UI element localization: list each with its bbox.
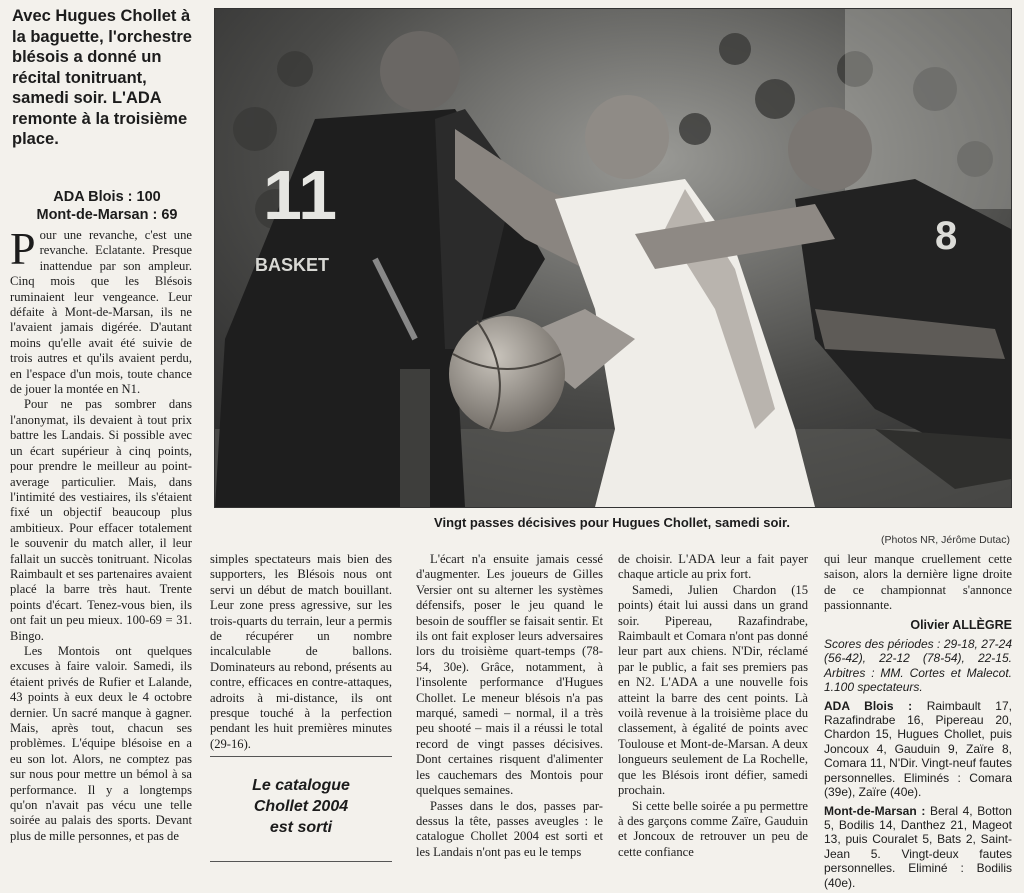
mdm-lineup xyxy=(824,804,1012,890)
jersey-name-left: BASKET xyxy=(255,255,330,275)
catalogue-line-1: Le catalogue xyxy=(252,777,350,794)
basketball-photo-illustration xyxy=(215,9,1011,507)
photo-caption: Vingt passes décisives pour Hugues Chollet, samedi soir. xyxy=(434,515,790,530)
score-line-blois: ADA Blois : 100 xyxy=(53,189,161,205)
column-1-paragraph-3: Les Montois ont quelques excuses à faire valoir. Samedi, ils étaient privés de Rufier et Lalande, 43 points à eux deux le 4 octobre dernier. Un sacré manque à gagner. Mais, après tout, chacun ses problèmes. L'équipe blésoise en a eu son lot. Alors, ne comptez pas sur nous pour mettre un bémol à sa performance. Il y a longtemps qu'on n'avait pas vécu une telle soirée au palais des sports. Devant plus de mille personnes, et pas de xyxy=(10,643,192,843)
author-signature: Olivier ALLÈGRE xyxy=(910,617,1012,632)
score-box xyxy=(12,188,202,224)
column-4-paragraph-1: de choisir. L'ADA leur a fait payer chaque article au prix fort. xyxy=(618,552,808,582)
drop-cap: P xyxy=(10,223,36,274)
column-2 xyxy=(210,552,392,752)
game-periods-text: Scores des périodes : 29-18, 27-24 (56-42), 22-12 (78-54), 22-15. Arbitres : MM. Cortes et Malecot. 1.100 spectateurs. xyxy=(824,637,1012,695)
score-line-mdm: Mont-de-Marsan : 69 xyxy=(36,207,178,223)
column-5-paragraph-1: qui leur manque cruellement cette saison, alors la dernière ligne droite de ce championnat s'annonce passionnante. xyxy=(824,552,1012,613)
column-3-paragraph-2: Passes dans le dos, passes par-dessus la tête, passes aveugles : le catalogue Chollet 2004 est sorti et les Landais n'ont pas eu le temps xyxy=(416,798,603,859)
blois-lineup-label: ADA Blois : xyxy=(824,698,913,713)
article-lead: Avec Hugues Chollet à la baguette, l'orchestre blésois a donné un récital tonitruant, samedi soir. L'ADA remonte à la troisième place. xyxy=(12,7,192,148)
column-5 xyxy=(824,552,1012,890)
game-periods xyxy=(824,637,1012,695)
mdm-lineup-text: Beral 4, Botton 5, Bodilis 14, Danthez 21, Mageot 13, puis Couralet 5, Bats 2, Saint-Jean 5. Vingt-deux fautes personnelles. Eliminé : Bodilis (40e). xyxy=(824,803,1012,890)
jersey-number-right: 8 xyxy=(935,214,958,258)
basketball-icon xyxy=(449,316,565,432)
column-4-paragraph-2: Samedi, Julien Chardon (15 points) était lui aussi dans un grand soir. Pipereau, Razafindrabe, Raimbault et Comara n'ont pas donné leur part aux chiens. N'Dir, réclamé par le public, a fait ses premiers pas en N2. L'ADA a une nouvelle fois atteint la barre des cent points. Là voilà revenue à la troisième place du classement, à égalité de points avec Toulouse et Mont-de-Marsan. A deux longueurs seulement de La Rochelle, que les Blésois iront défier, samedi prochain. xyxy=(618,582,808,798)
column-4 xyxy=(618,552,808,860)
column-1-paragraph-1 xyxy=(10,223,192,397)
article-photo xyxy=(214,8,1012,508)
photo-credit: (Photos NR, Jérôme Dutac) xyxy=(881,534,1010,546)
column-3-paragraph-1: L'écart n'a ensuite jamais cessé d'augmenter. Les joueurs de Gilles Versier ont su alterner les systèmes défensifs, poser le jeu quand le besoin de souffler se faisait sentir. Et ils ont fait exploser leurs adversaires lors du troisième quart-temps (78-54, 30e). Grâce, notamment, à l'insolente performance d'Hugues Chollet. Le meneur blésois n'a pas marqué, samedi – normal, il a très peu shooté – mais il a réussi le total record de vingt passes décisives. Dont certaines risquent d'alimenter les cauchemars des Montois pour quelques semaines. xyxy=(416,552,603,798)
catalogue-box xyxy=(210,756,392,862)
column-2-paragraph-1: simples spectateurs mais bien des supporters, les Blésois nous ont servi un début de match bouillant. Leur zone press agressive, sur les trois-quarts du terrain, leur a permis de récupérer un nombre incalculable de ballons. Dominateurs au rebond, présents au contre, efficaces en contre-attaques, adroits à mi-distance, ils ont presque touché à la perfection pendant les huit premières minutes (29-16). xyxy=(210,552,392,751)
column-1-paragraph-2: Pour ne pas sombrer dans l'anonymat, ils devaient à tout prix battre les Landais. Si possible avec un écart supérieur à cinq points, pour prendre le meilleur au point-average particulier. Mais, dans l'intimité des vestiaires, ils s'étaient fixé un objectif beaucoup plus ambitieux. Pour effacer totalement le souvenir du match aller, il leur fallait un succès tonitruant. Nicolas Raimbault et ses partenaires avaient placé la barre très haut. Trente points d'écart. Tenez-vous bien, ils ont fait un peu mieux. 100-69 = 31. Bingo. xyxy=(10,397,192,643)
mdm-lineup-label: Mont-de-Marsan : xyxy=(824,803,926,818)
column-4-paragraph-3: Si cette belle soirée a pu permettre à des garçons comme Zaïre, Gauduin et Joncoux de retrouver un peu de cette confiance xyxy=(618,798,808,859)
catalogue-line-3: est sorti xyxy=(269,819,333,836)
column-1-paragraph-1-text: our une revanche, c'est une revanche. Eclatante. Presque inattendue par son ampleur. Cinq mois que les Blésois ruminaient leur vengeance. Leur défaite à Mont-de-Marsan, ils ne l'avaient jamais digérée. D'autant moins qu'elle avait été suivie de trois autres et qu'ils avaient perdu, en l'espace d'un mois, toute chance de jouer la montée en N1. xyxy=(10,228,192,397)
jersey-number-left: 11 xyxy=(263,156,337,234)
blois-lineup-text: Raimbault 17, Razafindrabe 16, Pipereau 20, Chardon 15, Hugues Chollet, puis Joncoux 4, Gauduin 9, Zaïre 8, Comara 11, N'Dir. Vingt-neuf fautes personnelles. Eliminés : Comara (39e), Zaïre (40e). xyxy=(824,698,1012,800)
column-3 xyxy=(416,552,603,860)
blois-lineup xyxy=(824,699,1012,800)
catalogue-line-2: Chollet 2004 xyxy=(253,798,349,815)
column-1 xyxy=(10,223,192,844)
